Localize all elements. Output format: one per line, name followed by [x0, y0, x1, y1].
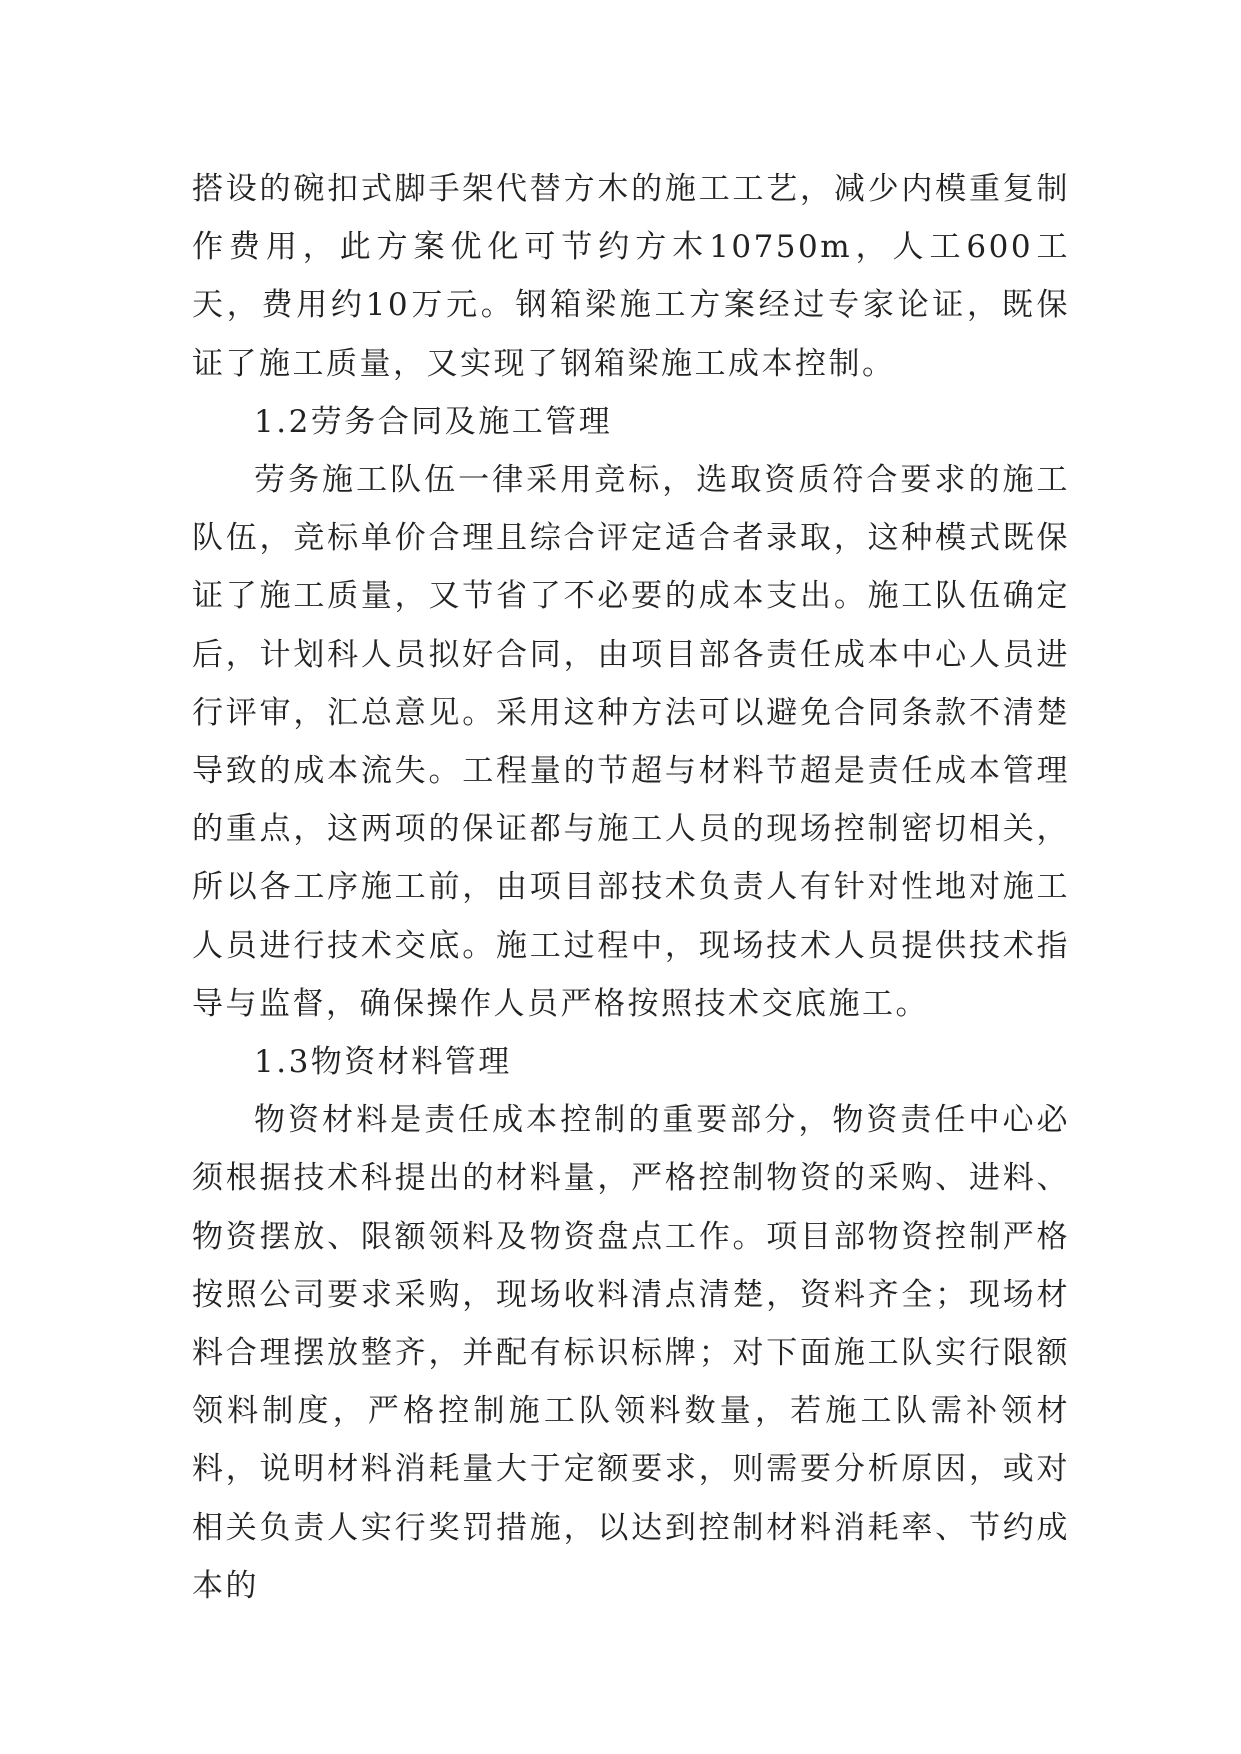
- paragraph-labor-contract: 劳务施工队伍一律采用竞标，选取资质符合要求的施工队伍，竞标单价合理且综合评定适合者录取，这种模式既保证了施工质量，又节省了不必要的成本支出。施工队伍确定后，计划科人员拟好合同，由项目部各责任成本中心人员进行评审，汇总意见。采用这种方法可以避免合同条款不清楚导致的成本流失。工程量的节超与材料节超是责任成本管理的重点，这两项的保证都与施工人员的现场控制密切相关，所以各工序施工前，由项目部技术负责人有针对性地对施工人员进行技术交底。施工过程中，现场技术人员提供技术指导与监督，确保操作人员严格按照技术交底施工。: [192, 462, 1070, 1022]
- document-body: [192, 160, 1070, 1615]
- section-heading-1-3: 1.3物资材料管理: [254, 1044, 512, 1081]
- section-heading-1-2: 1.2劳务合同及施工管理: [254, 403, 613, 440]
- paragraph-materials: 物资材料是责任成本控制的重要部分，物资责任中心必须根据技术科提出的材料量，严格控制物资的采购、进料、物资摆放、限额领料及物资盘点工作。项目部物资控制严格按照公司要求采购，现场收料清点清楚，资料齐全；现场材料合理摆放整齐，并配有标识标牌；对下面施工队实行限额领料制度，严格控制施工队领料数量，若施工队需补领材料，说明材料消耗量大于定额要求，则需要分析原因，或对相关负责人实行奖罚措施，以达到控制材料消耗率、节约成本的: [192, 1102, 1070, 1604]
- paragraph-continued: 搭设的碗扣式脚手架代替方木的施工工艺，减少内模重复制作费用，此方案优化可节约方木10750m，人工600工天，费用约10万元。钢箱梁施工方案经过专家论证，既保证了施工质量，又实现了钢箱梁施工成本控制。: [192, 171, 1070, 382]
